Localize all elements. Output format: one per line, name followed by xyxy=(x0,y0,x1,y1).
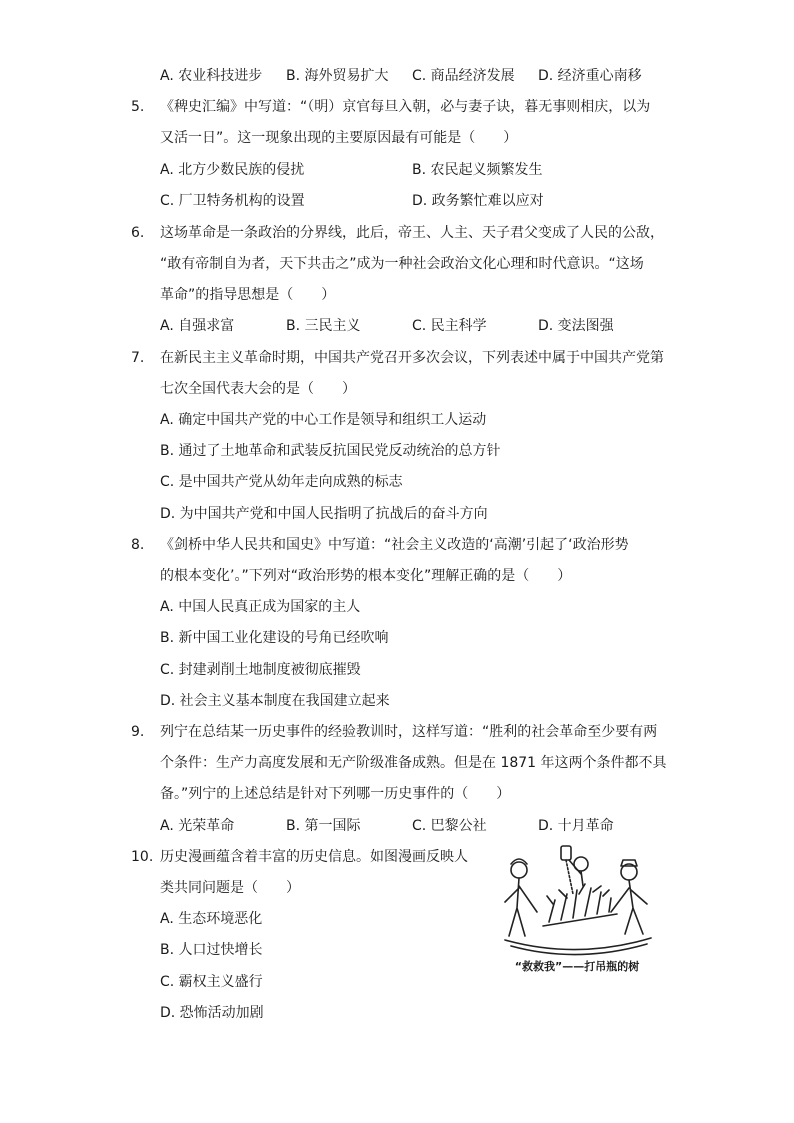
q7-option-d[interactable]: D. 为中国共产党和中国人民指明了抗战后的奋斗方向 xyxy=(160,506,488,522)
q4-option-b[interactable]: B. 海外贸易扩大 xyxy=(286,68,389,84)
q7-stem-line-1: 在新民主主义革命时期，中国共产党召开多次会议，下列表述中属于中国共产党第 xyxy=(160,350,664,366)
q6-number: 6. xyxy=(131,225,145,241)
q6-options xyxy=(160,316,680,336)
q7-option-a[interactable]: A. 确定中国共产党的中心工作是领导和组织工人运动 xyxy=(160,412,487,428)
q7-number: 7. xyxy=(131,350,145,366)
q9-options xyxy=(160,816,680,836)
cartoon-caption: “救救我”——打吊瓶的树 xyxy=(514,960,640,973)
q9-option-a[interactable]: A. 光荣革命 xyxy=(160,818,235,834)
q8-option-b[interactable]: B. 新中国工业化建设的号角已经吹响 xyxy=(160,630,389,646)
q4-options xyxy=(160,66,680,86)
q7-option-c[interactable]: C. 是中国共产党从幼年走向成熟的标志 xyxy=(160,474,403,490)
q5-option-c[interactable]: C. 厂卫特务机构的设置 xyxy=(160,193,305,209)
q8-stem-line-1: 《剑桥中华人民共和国史》中写道：“社会主义改造的‘高潮’引起了‘政治形势 xyxy=(160,537,629,553)
q5-stem-line-1: 《稗史汇编》中写道：“（明）京官每旦入朝，必与妻子诀，暮无事则相庆，以为 xyxy=(160,99,651,115)
q6-option-a[interactable]: A. 自强求富 xyxy=(160,318,235,334)
q7-stem-line-2: 七次全国代表大会的是（ ） xyxy=(160,381,356,397)
q6-stem-line-1: 这场革命是一条政治的分界线，此后，帝王、人主、天子君父变成了人民的公敌， xyxy=(160,225,664,241)
q6-stem-line-2: “敢有帝制自为者，天下共击之”成为一种社会政治文化心理和时代意识。“这场 xyxy=(160,256,644,272)
q9-option-b[interactable]: B. 第一国际 xyxy=(286,818,361,834)
q7-option-b[interactable]: B. 通过了土地革命和武装反抗国民党反动统治的总方针 xyxy=(160,443,501,459)
q10-stem-line-2: 类共同问题是（ ） xyxy=(160,880,300,896)
q4-option-c[interactable]: C. 商品经济发展 xyxy=(412,68,515,84)
q10-option-d[interactable]: D. 恐怖活动加剧 xyxy=(160,1005,264,1021)
q5-option-d[interactable]: D. 政务繁忙难以应对 xyxy=(412,193,544,209)
q10-number: 10. xyxy=(131,849,154,865)
q5-option-a[interactable]: A. 北方少数民族的侵扰 xyxy=(160,162,305,178)
q4-option-d[interactable]: D. 经济重心南移 xyxy=(538,68,642,84)
q9-stem-line-1: 列宁在总结某一历史事件的经验教训时，这样写道：“胜利的社会革命至少要有两 xyxy=(160,724,658,740)
q9-stem-line-3: 备。”列宁的上述总结是针对下列哪一历史事件的（ ） xyxy=(160,786,511,802)
q5-number: 5. xyxy=(131,99,145,115)
q9-stem-line-2: 个条件：生产力高度发展和无产阶级准备成熟。但是在 1871 年这两个条件都不具 xyxy=(160,755,667,771)
q9-number: 9. xyxy=(131,724,145,740)
q8-number: 8. xyxy=(131,537,145,553)
q10-cartoon xyxy=(497,842,657,980)
q6-option-d[interactable]: D. 变法图强 xyxy=(538,318,614,334)
q5-option-b[interactable]: B. 农民起义频繁发生 xyxy=(412,162,543,178)
q8-option-c[interactable]: C. 封建剥削土地制度被彻底摧毁 xyxy=(160,662,361,678)
q10-option-b[interactable]: B. 人口过快增长 xyxy=(160,942,263,958)
q9-option-c[interactable]: C. 巴黎公社 xyxy=(412,818,487,834)
q4-option-a[interactable]: A. 农业科技进步 xyxy=(160,68,263,84)
q8-stem-line-2: 的根本变化’。”下列对“政治形势的根本变化”理解正确的是（ ） xyxy=(160,568,572,584)
q10-stem-line-1: 历史漫画蕴含着丰富的历史信息。如图漫画反映人 xyxy=(160,849,468,865)
q8-option-a[interactable]: A. 中国人民真正成为国家的主人 xyxy=(160,599,361,615)
q10-option-a[interactable]: A. 生态环境恶化 xyxy=(160,911,263,927)
q6-option-c[interactable]: C. 民主科学 xyxy=(412,318,487,334)
q6-option-b[interactable]: B. 三民主义 xyxy=(286,318,361,334)
q8-option-d[interactable]: D. 社会主义基本制度在我国建立起来 xyxy=(160,693,390,709)
q6-stem-line-3: 革命”的指导思想是（ ） xyxy=(160,287,336,303)
q10-option-c[interactable]: C. 霸权主义盛行 xyxy=(160,974,263,990)
q5-stem-line-2: 又活一日”。这一现象出现的主要原因最有可能是（ ） xyxy=(160,130,518,146)
q9-option-d[interactable]: D. 十月革命 xyxy=(538,818,614,834)
